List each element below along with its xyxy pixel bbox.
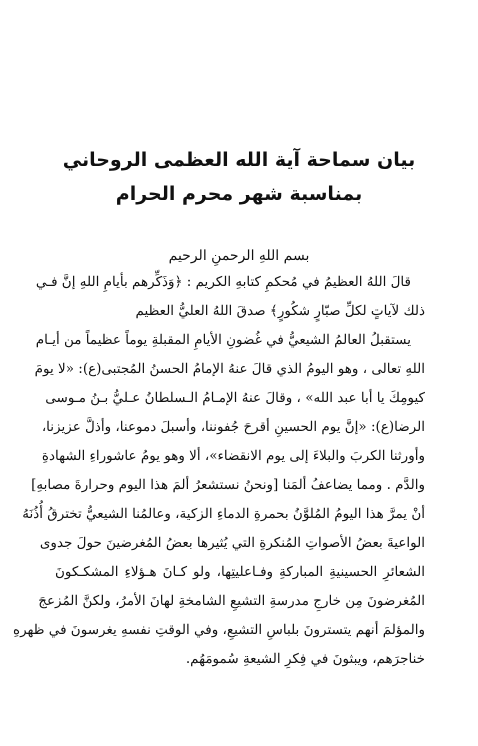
body-line-14: خناجرَهم، ويبثونَ في فِكرِ الشيعةِ سُمومَهُم. [185, 651, 425, 667]
body-line-6: الرضا(ع): «إنَّ يوم الحسينِ أقرحَ جُفوننا، وأسبلَ دموعنا، وأذلَّ عزيزنا، [41, 419, 425, 435]
body-line-3: يستقبلُ العالمُ الشيعيُّ في غُضونِ الأيامِ المقبلةِ يوماً عظيماً من أيـام [35, 332, 411, 348]
body-line-13: والمؤلمَ أنهم يتسترونَ بلباسِ التشيعِ، وفي الوقتِ نفسهِ يغرسونَ في ظهرهِ [13, 622, 425, 638]
body-line-10: الواعيةَ بعضُ الأصواتِ المُنكرةِ التي يُثيرها بعضُ المُغرضينَ حولَ جدوى [39, 535, 425, 551]
body-line-12: المُغرضونَ مِن خارجِ مدرسةِ التشيعِ الشامخةِ لهانَ الأمرُ، ولكنَّ المُزعجَ [38, 593, 425, 609]
statement-title: بيان سماحة آية الله العظمى الروحاني [62, 149, 416, 171]
body-line-11: الشعائرِ الحسينيةِ المباركةِ وفـاعليتِها، ولو كـانَ هـؤلاءِ المشكـكونَ [55, 564, 425, 580]
body-line-5: كيومِكَ يا أبا عبد الله» ، وقالَ عنهُ الإمـامُ الـسلطانُ عـليُّ بـنُ مـوسى [45, 390, 425, 406]
statement-subtitle: بمناسبة شهر محرم الحرام [115, 183, 363, 205]
basmala: بسم اللهِ الرحمنِ الرحيم [168, 248, 310, 264]
body-line-7: وأورثنا الكربَ والبلاءَ إلى يوم الانقضاء»، ألا وهو يومُ عاشوراءِ الشهادةِ [41, 448, 425, 464]
body-line-8: والدَّم . ومما يضاعفُ ألمَنا [ونحنُ نستشعرُ ألمَ هذا اليوم وحرارةَ مصابهِ] [31, 477, 425, 493]
body-line-2: ذلك لآياتٍ لكلِّ صبّارٍ شكُورٍ﴾ صدقَ اللهُ العليُّ العظيم [135, 303, 425, 319]
body-line-1: قالَ اللهُ العظيمُ في مُحكمِ كتابهِ الكريم : ﴿وَذَكِّرهم بأيامِ اللهِ إنَّ فـي [35, 274, 411, 290]
statement-body [13, 268, 425, 674]
body-line-4: اللهِ تعالى ، وهو اليومُ الذي قالَ عنهُ الإمامُ الحسنُ المُجتبى(ع): «لا يومَ [34, 361, 425, 377]
body-line-9: أنْ يمرَّ هذا اليومُ المُلوَّنُ بحمرةِ الدماءِ الزكية، وعالمُنا الشيعيُّ تخترقُ أُذُنَهُ [22, 506, 425, 522]
